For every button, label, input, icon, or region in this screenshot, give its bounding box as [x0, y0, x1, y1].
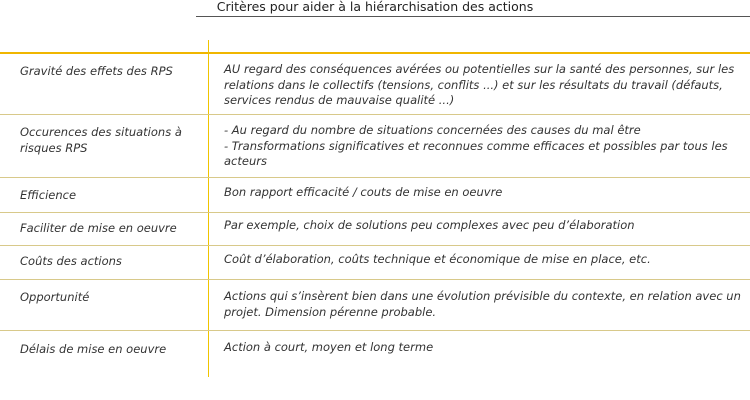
criterion-cell	[20, 188, 200, 204]
row-divider	[0, 114, 750, 115]
title-underline	[196, 16, 750, 17]
criterion-cell	[20, 254, 200, 270]
criterion-label: Faciliter de mise en oeuvre	[20, 221, 177, 235]
row-divider	[0, 212, 750, 213]
description-cell	[224, 185, 736, 201]
column-divider	[208, 40, 209, 377]
criterion-label: Occurences des situations à	[20, 125, 182, 139]
description-cell	[224, 252, 736, 268]
criterion-cell	[20, 221, 200, 237]
description-line: AU regard des conséquences avérées ou potentielles sur la santé des personnes, sur les	[224, 62, 735, 76]
description-line: - Transformations significatives et reconnues comme efficaces et possibles par tous les	[224, 138, 728, 153]
criterion-label: Coûts des actions	[20, 254, 122, 268]
description-line: services rendus de mauvaise qualité ...)	[224, 93, 455, 107]
criterion-label: Gravité des effets des RPS	[20, 64, 173, 78]
criterion-label: Opportunité	[20, 290, 90, 304]
row-divider	[0, 245, 750, 246]
description-line: projet. Dimension pérenne probable.	[224, 304, 437, 319]
description-cell	[224, 218, 736, 234]
criterion-label: risques RPS	[20, 140, 88, 155]
description-line: relations dans le collectifs (tensions, conflits ...) et sur les résultats du travail (défauts,	[224, 77, 723, 92]
criterion-cell	[20, 342, 200, 358]
table-top-rule	[0, 52, 750, 54]
criterion-label: Délais de mise en oeuvre	[20, 342, 167, 356]
description-line: Action à court, moyen et long terme	[224, 340, 434, 354]
row-divider	[0, 330, 750, 331]
criterion-cell	[20, 290, 200, 306]
description-line: - Au regard du nombre de situations concernées des causes du mal être	[224, 123, 641, 137]
table-title: Critères pour aider à la hiérarchisation des actions	[216, 0, 534, 14]
description-line: Actions qui s’insèrent bien dans une évolution prévisible du contexte, en relation avec un	[224, 289, 741, 303]
description-line: Coût d’élaboration, coûts technique et économique de mise en place, etc.	[224, 252, 651, 266]
description-line: acteurs	[224, 154, 267, 168]
criterion-label: Efficience	[20, 188, 77, 202]
criterion-cell	[20, 125, 200, 156]
description-cell	[224, 123, 736, 170]
row-divider	[0, 279, 750, 280]
description-cell	[224, 340, 736, 356]
description-line: Bon rapport efficacité / couts de mise en oeuvre	[224, 185, 503, 199]
description-cell	[224, 289, 741, 320]
row-divider	[0, 177, 750, 178]
description-cell	[224, 62, 736, 109]
criterion-cell	[20, 64, 200, 80]
description-line: Par exemple, choix de solutions peu complexes avec peu d’élaboration	[224, 218, 635, 232]
